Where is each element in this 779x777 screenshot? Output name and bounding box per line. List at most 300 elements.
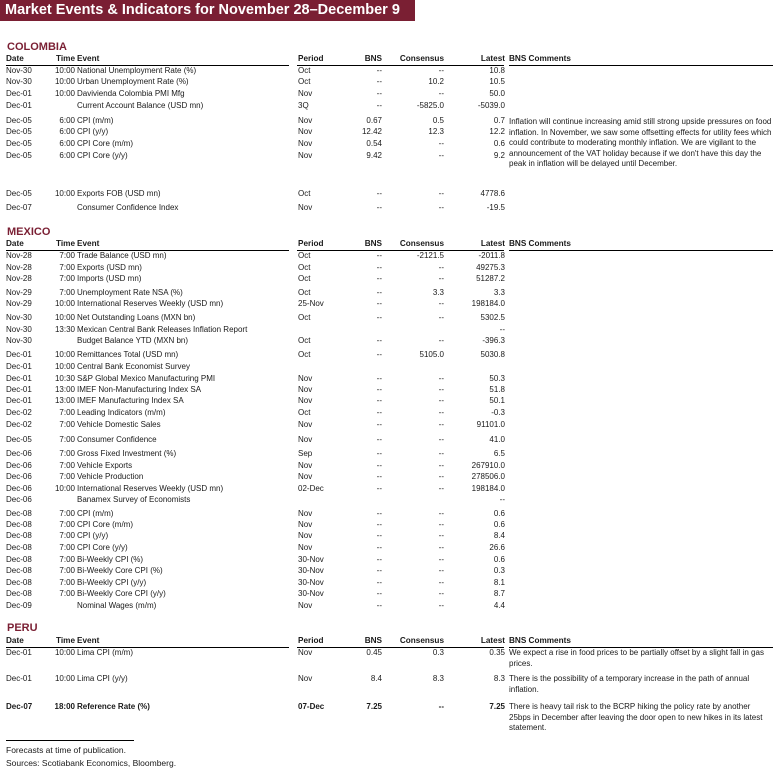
column-header-period: Period — [298, 239, 324, 248]
cell-bns: -- — [376, 484, 382, 493]
cell-date: Dec-01 — [6, 385, 32, 394]
table-row — [0, 374, 779, 384]
cell-event: CPI Core (y/y) — [77, 543, 128, 552]
cell-bns: -- — [376, 555, 382, 564]
cell-period: Nov — [298, 396, 313, 405]
table-row — [0, 66, 779, 76]
cell-latest: 51.8 — [489, 385, 505, 394]
footer-sources: Sources: Scotiabank Economics, Bloomberg. — [6, 758, 177, 768]
table-row — [0, 461, 779, 471]
cell-period: Nov — [298, 435, 313, 444]
cell-bns: 0.67 — [366, 116, 382, 125]
cell-event: Trade Balance (USD mn) — [77, 251, 167, 260]
cell-date: Dec-06 — [6, 484, 32, 493]
cell-latest: -19.5 — [486, 203, 505, 212]
table-row — [0, 420, 779, 430]
table-row — [0, 472, 779, 482]
cell-date: Nov-30 — [6, 336, 32, 345]
cell-bns: -- — [376, 350, 382, 359]
cell-bns: -- — [376, 251, 382, 260]
cell-consensus: -- — [438, 566, 444, 575]
cell-time: 13:00 — [54, 396, 75, 405]
cell-consensus: 8.3 — [432, 674, 444, 683]
table-row — [0, 531, 779, 541]
cell-latest: 50.1 — [489, 396, 505, 405]
section-title-peru: PERU — [7, 622, 38, 634]
cell-bns: -- — [376, 531, 382, 540]
table-header-colombia — [0, 54, 779, 64]
cell-bns: -- — [376, 543, 382, 552]
cell-event: Exports (USD mn) — [77, 263, 142, 272]
cell-date: Nov-28 — [6, 274, 32, 283]
cell-period: Nov — [298, 127, 313, 136]
cell-latest: 50.0 — [489, 89, 505, 98]
cell-latest: 6.5 — [493, 449, 505, 458]
cell-event: Bi-Weekly CPI (%) — [77, 555, 144, 564]
cell-date: Dec-06 — [6, 461, 32, 470]
table-row — [0, 495, 779, 505]
cell-bns: -- — [376, 313, 382, 322]
cell-time: 10:00 — [54, 77, 75, 86]
cell-date: Nov-29 — [6, 288, 32, 297]
cell-bns: -- — [376, 578, 382, 587]
cell-period: Nov — [298, 531, 313, 540]
cell-latest: -5039.0 — [477, 101, 505, 110]
cell-consensus: -- — [438, 408, 444, 417]
cell-period: 30-Nov — [298, 555, 324, 564]
cell-consensus: 5105.0 — [419, 350, 444, 359]
cell-consensus: -- — [438, 385, 444, 394]
cell-time: 10:00 — [54, 299, 75, 308]
cell-time: 10:00 — [54, 350, 75, 359]
cell-latest: 8.1 — [493, 578, 505, 587]
cell-event: CPI Core (y/y) — [77, 151, 128, 160]
cell-bns: -- — [376, 435, 382, 444]
cell-consensus: -- — [438, 139, 444, 148]
cell-event: Budget Balance YTD (MXN bn) — [77, 336, 189, 345]
cell-time: 13:00 — [54, 385, 75, 394]
table-row — [0, 408, 779, 418]
cell-latest: 50.3 — [489, 374, 505, 383]
cell-consensus: -2121.5 — [416, 251, 444, 260]
cell-bns: 7.25 — [366, 702, 382, 711]
table-row — [0, 350, 779, 360]
cell-period: 07-Dec — [298, 702, 325, 711]
row-comment: There is heavy tail risk to the BCRP hiking the policy rate by another 25bps in December after leaving the door open to new hikes in its latest statement. — [509, 702, 763, 733]
cell-consensus: -- — [438, 484, 444, 493]
cell-date: Dec-01 — [6, 674, 32, 683]
cell-date: Dec-08 — [6, 555, 32, 564]
cell-latest: 5302.5 — [480, 313, 505, 322]
cell-date: Dec-08 — [6, 531, 32, 540]
cell-latest: -396.3 — [482, 336, 505, 345]
table-row — [0, 589, 779, 599]
cell-period: Nov — [298, 648, 313, 657]
cell-bns: -- — [376, 396, 382, 405]
cell-period: Nov — [298, 543, 313, 552]
cell-bns: -- — [376, 601, 382, 610]
column-header-latest: Latest — [480, 636, 505, 645]
cell-time: 10:30 — [54, 374, 75, 383]
cell-bns: 12.42 — [361, 127, 382, 136]
cell-date: Dec-05 — [6, 127, 32, 136]
cell-latest: 198184.0 — [471, 299, 505, 308]
cell-latest: 0.6 — [493, 139, 505, 148]
cell-time: 10:00 — [54, 648, 75, 657]
cell-event: Banamex Survey of Economists — [77, 495, 191, 504]
cell-date: Dec-01 — [6, 648, 32, 657]
cell-event: Imports (USD mn) — [77, 274, 142, 283]
table-row — [0, 435, 779, 445]
cell-time: 7:00 — [59, 589, 75, 598]
row-comment: We expect a rise in food prices to be partially offset by a slight fall in gas prices. — [509, 648, 764, 668]
cell-latest: 8.4 — [493, 531, 505, 540]
cell-period: Nov — [298, 385, 313, 394]
cell-consensus: -- — [438, 274, 444, 283]
column-header-comments: BNS Comments — [509, 54, 571, 63]
cell-consensus: -- — [438, 589, 444, 598]
column-header-event: Event — [77, 636, 100, 645]
column-header-latest: Latest — [480, 239, 505, 248]
cell-latest: 278506.0 — [471, 472, 505, 481]
cell-consensus: -- — [438, 520, 444, 529]
cell-consensus: -- — [438, 702, 444, 711]
cell-bns: 0.54 — [366, 139, 382, 148]
cell-event: Net Outstanding Loans (MXN bn) — [77, 313, 196, 322]
cell-period: Nov — [298, 601, 313, 610]
cell-latest: 0.3 — [493, 566, 505, 575]
cell-bns: -- — [376, 101, 382, 110]
cell-event: Vehicle Production — [77, 472, 144, 481]
cell-period: 30-Nov — [298, 589, 324, 598]
column-header-period: Period — [298, 636, 324, 645]
cell-bns: -- — [376, 509, 382, 518]
cell-bns: -- — [376, 203, 382, 212]
cell-date: Nov-28 — [6, 263, 32, 272]
cell-period: Nov — [298, 139, 313, 148]
cell-period: Nov — [298, 520, 313, 529]
cell-event: Remittances Total (USD mn) — [77, 350, 179, 359]
cell-latest: 4778.6 — [480, 189, 505, 198]
cell-latest: 7.25 — [489, 702, 505, 711]
cell-latest: 41.0 — [489, 435, 505, 444]
cell-latest: 10.8 — [489, 66, 505, 75]
cell-event: Bi-Weekly CPI (y/y) — [77, 578, 147, 587]
cell-event: IMEF Non-Manufacturing Index SA — [77, 385, 202, 394]
table-row — [0, 396, 779, 406]
cell-bns: -- — [376, 589, 382, 598]
cell-latest: 9.2 — [493, 151, 505, 160]
cell-date: Nov-30 — [6, 325, 32, 334]
cell-consensus: -- — [438, 578, 444, 587]
table-row — [0, 325, 779, 335]
cell-date: Dec-05 — [6, 116, 32, 125]
cell-event: International Reserves Weekly (USD mn) — [77, 299, 224, 308]
cell-consensus: 3.3 — [432, 288, 444, 297]
cell-date: Nov-29 — [6, 299, 32, 308]
cell-date: Dec-08 — [6, 589, 32, 598]
cell-bns: -- — [376, 77, 382, 86]
cell-time: 6:00 — [59, 139, 75, 148]
cell-consensus: -- — [438, 449, 444, 458]
cell-time: 10:00 — [54, 89, 75, 98]
cell-period: Nov — [298, 420, 313, 429]
table-row — [0, 77, 779, 87]
cell-bns: 0.45 — [366, 648, 382, 657]
cell-bns: -- — [376, 274, 382, 283]
cell-time: 7:00 — [59, 531, 75, 540]
column-header-date: Date — [6, 239, 24, 248]
cell-latest: 12.2 — [489, 127, 505, 136]
cell-date: Dec-08 — [6, 578, 32, 587]
footer-rule — [6, 740, 134, 741]
cell-consensus: -- — [438, 151, 444, 160]
cell-event: Mexican Central Bank Releases Inflation Report — [77, 325, 248, 334]
cell-consensus: -- — [438, 531, 444, 540]
cell-latest: -2011.8 — [478, 251, 505, 260]
cell-bns: -- — [376, 420, 382, 429]
cell-time: 7:00 — [59, 509, 75, 518]
table-row — [0, 385, 779, 395]
column-header-consensus: Consensus — [399, 54, 444, 63]
cell-period: Nov — [298, 203, 313, 212]
cell-date: Dec-06 — [6, 495, 32, 504]
section-title-mexico: MEXICO — [7, 226, 51, 238]
cell-event: National Unemployment Rate (%) — [77, 66, 197, 75]
cell-consensus: -- — [438, 555, 444, 564]
cell-consensus: 0.5 — [432, 116, 444, 125]
cell-period: Oct — [298, 77, 311, 86]
comment-colombia: Inflation will continue increasing amid still strong upside pressures on food inflation. In November, we saw some offsetting effects for utility fees which could contribute to moderating monthly inflation. We are vigilant to the announcement of the VAT holiday because if we don't have this day the peak in inflation will be delayed until December. — [509, 117, 772, 169]
table-header-mexico — [0, 239, 779, 249]
cell-date: Dec-06 — [6, 472, 32, 481]
cell-consensus: -- — [438, 601, 444, 610]
cell-latest: 3.3 — [493, 288, 505, 297]
column-header-bns: BNS — [364, 239, 382, 248]
table-row — [0, 203, 779, 213]
cell-consensus: -- — [438, 461, 444, 470]
cell-latest: 26.6 — [489, 543, 505, 552]
column-header-time: Time — [56, 239, 75, 248]
cell-consensus: -- — [438, 374, 444, 383]
cell-latest: 51287.2 — [476, 274, 505, 283]
cell-date: Dec-05 — [6, 189, 32, 198]
cell-event: CPI (y/y) — [77, 127, 109, 136]
section-title-colombia: COLOMBIA — [7, 41, 67, 53]
column-header-period: Period — [298, 54, 324, 63]
cell-period: Oct — [298, 350, 311, 359]
footer-note: Forecasts at time of publication. — [6, 745, 127, 755]
cell-latest: 0.6 — [493, 555, 505, 564]
cell-date: Dec-02 — [6, 408, 32, 417]
cell-time: 6:00 — [59, 151, 75, 160]
cell-time: 7:00 — [59, 274, 75, 283]
cell-bns: -- — [376, 520, 382, 529]
cell-latest: 91101.0 — [476, 420, 505, 429]
cell-period: Oct — [298, 288, 311, 297]
cell-period: Oct — [298, 274, 311, 283]
cell-period: Sep — [298, 449, 313, 458]
cell-consensus: -- — [438, 420, 444, 429]
cell-date: Dec-05 — [6, 435, 32, 444]
cell-date: Dec-06 — [6, 449, 32, 458]
table-row — [0, 520, 779, 530]
cell-date: Dec-08 — [6, 520, 32, 529]
column-header-event: Event — [77, 239, 100, 248]
cell-period: Nov — [298, 89, 313, 98]
cell-period: 30-Nov — [298, 566, 324, 575]
table-row — [0, 299, 779, 309]
cell-time: 7:00 — [59, 520, 75, 529]
cell-time: 10:00 — [54, 674, 75, 683]
cell-period: 25-Nov — [298, 299, 324, 308]
cell-time: 7:00 — [59, 408, 75, 417]
cell-event: Exports FOB (USD mn) — [77, 189, 161, 198]
cell-date: Dec-05 — [6, 139, 32, 148]
cell-period: Nov — [298, 461, 313, 470]
cell-event: CPI Core (m/m) — [77, 139, 133, 148]
cell-time: 7:00 — [59, 449, 75, 458]
table-header-peru — [0, 636, 779, 646]
cell-event: Nominal Wages (m/m) — [77, 601, 157, 610]
cell-period: Oct — [298, 251, 311, 260]
cell-time: 10:00 — [54, 313, 75, 322]
cell-bns: -- — [376, 189, 382, 198]
cell-time: 7:00 — [59, 472, 75, 481]
cell-latest: 0.35 — [489, 648, 505, 657]
cell-latest: 0.6 — [493, 509, 505, 518]
cell-period: Nov — [298, 374, 313, 383]
cell-consensus: -- — [438, 509, 444, 518]
cell-time: 7:00 — [59, 461, 75, 470]
cell-period: Nov — [298, 472, 313, 481]
table-row — [0, 601, 779, 611]
table-row — [0, 89, 779, 99]
table-row — [0, 449, 779, 459]
cell-event: Lima CPI (y/y) — [77, 674, 128, 683]
cell-consensus: 0.3 — [432, 648, 444, 657]
column-header-consensus: Consensus — [399, 239, 444, 248]
cell-date: Dec-01 — [6, 89, 32, 98]
cell-bns: -- — [376, 408, 382, 417]
cell-latest: 0.7 — [493, 116, 505, 125]
cell-event: Leading Indicators (m/m) — [77, 408, 166, 417]
cell-date: Dec-07 — [6, 203, 32, 212]
cell-consensus: 10.2 — [428, 77, 444, 86]
cell-time: 6:00 — [59, 127, 75, 136]
cell-latest: 49275.3 — [476, 263, 505, 272]
cell-consensus: -- — [438, 263, 444, 272]
cell-bns: -- — [376, 385, 382, 394]
column-header-bns: BNS — [364, 54, 382, 63]
cell-bns: -- — [376, 66, 382, 75]
row-comment: There is the possibility of a temporary increase in the path of annual inflation. — [509, 674, 750, 694]
cell-date: Dec-02 — [6, 420, 32, 429]
table-row — [0, 101, 779, 111]
cell-time: 7:00 — [59, 435, 75, 444]
cell-time: 10:00 — [54, 484, 75, 493]
table-row — [0, 555, 779, 565]
cell-event: Davivienda Colombia PMI Mfg — [77, 89, 185, 98]
column-header-date: Date — [6, 54, 24, 63]
cell-date: Dec-01 — [6, 396, 32, 405]
column-header-latest: Latest — [480, 54, 505, 63]
cell-bns: -- — [376, 374, 382, 383]
cell-time: 10:00 — [54, 66, 75, 75]
cell-time: 7:00 — [59, 578, 75, 587]
cell-bns: -- — [376, 336, 382, 345]
cell-period: Oct — [298, 313, 311, 322]
table-row — [0, 362, 779, 372]
cell-event: CPI Core (m/m) — [77, 520, 133, 529]
cell-event: Gross Fixed Investment (%) — [77, 449, 177, 458]
cell-latest: 8.3 — [493, 674, 505, 683]
cell-date: Dec-08 — [6, 509, 32, 518]
cell-consensus: -- — [438, 203, 444, 212]
cell-latest: -0.3 — [491, 408, 505, 417]
table-row — [0, 578, 779, 588]
cell-bns: 9.42 — [366, 151, 382, 160]
page-title: Market Events & Indicators for November 28–December 9 — [0, 0, 415, 21]
cell-latest: 5030.8 — [480, 350, 505, 359]
cell-consensus: -- — [438, 89, 444, 98]
cell-period: Oct — [298, 263, 311, 272]
column-header-comments: BNS Comments — [509, 636, 571, 645]
cell-event: Lima CPI (m/m) — [77, 648, 133, 657]
cell-period: Nov — [298, 116, 313, 125]
cell-period: Nov — [298, 509, 313, 518]
table-row — [0, 336, 779, 346]
cell-date: Nov-30 — [6, 77, 32, 86]
cell-bns: -- — [376, 288, 382, 297]
cell-bns: -- — [376, 472, 382, 481]
table-row — [0, 543, 779, 553]
cell-event: Unemployment Rate NSA (%) — [77, 288, 183, 297]
cell-date: Dec-08 — [6, 543, 32, 552]
cell-latest: 267910.0 — [471, 461, 505, 470]
cell-date: Dec-01 — [6, 374, 32, 383]
cell-date: Dec-09 — [6, 601, 32, 610]
cell-time: 6:00 — [59, 116, 75, 125]
table-row — [0, 288, 779, 298]
cell-event: Bi-Weekly Core CPI (y/y) — [77, 589, 166, 598]
column-header-time: Time — [56, 636, 75, 645]
cell-consensus: -- — [438, 435, 444, 444]
cell-event: S&P Global Mexico Manufacturing PMI — [77, 374, 216, 383]
cell-date: Dec-01 — [6, 362, 32, 371]
cell-consensus: 12.3 — [428, 127, 444, 136]
column-header-consensus: Consensus — [399, 636, 444, 645]
cell-latest: -- — [499, 495, 505, 504]
cell-bns: -- — [376, 299, 382, 308]
cell-consensus: -- — [438, 313, 444, 322]
cell-event: CPI (y/y) — [77, 531, 109, 540]
cell-event: Bi-Weekly Core CPI (%) — [77, 566, 163, 575]
table-row — [0, 251, 779, 261]
cell-consensus: -5825.0 — [416, 101, 444, 110]
table-row — [0, 274, 779, 284]
cell-event: Consumer Confidence — [77, 435, 157, 444]
cell-event: CPI (m/m) — [77, 116, 114, 125]
cell-period: 02-Dec — [298, 484, 324, 493]
cell-event: IMEF Manufacturing Index SA — [77, 396, 184, 405]
cell-consensus: -- — [438, 543, 444, 552]
cell-time: 18:00 — [54, 702, 75, 711]
table-row — [0, 313, 779, 323]
cell-bns: -- — [376, 566, 382, 575]
cell-time: 10:00 — [54, 362, 75, 371]
cell-date: Nov-28 — [6, 251, 32, 260]
